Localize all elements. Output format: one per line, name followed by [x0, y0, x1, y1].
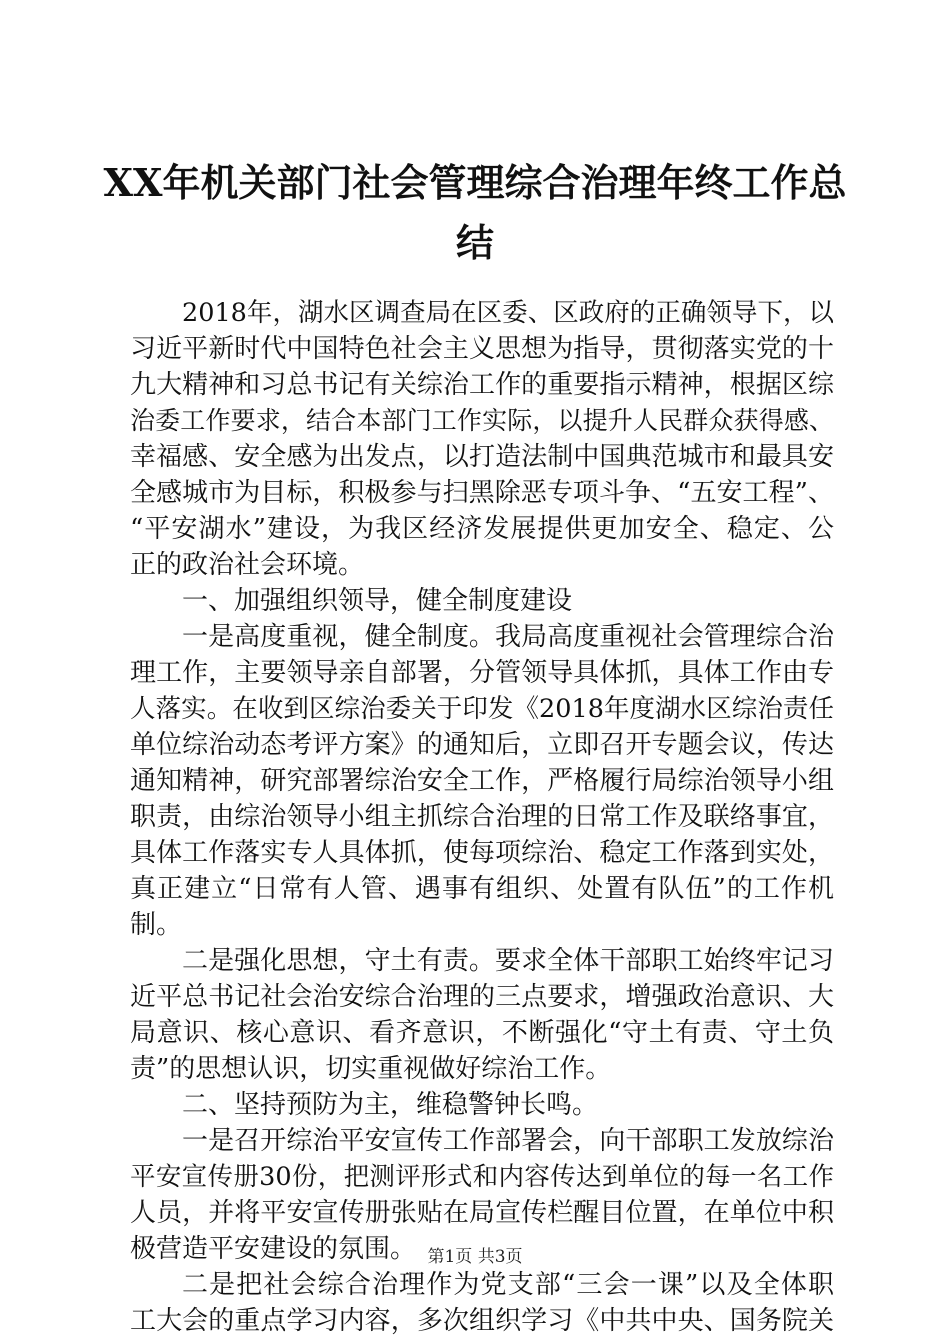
text-line: 一是召开综治平安宣传工作部署会，向干部职工发放综治 [182, 1126, 834, 1156]
text-line: 正的政治社会环境。 [130, 550, 365, 580]
text-line: 幸福感、安全感为出发点，以打造法制中国典范城市和最具安 [130, 442, 834, 472]
text-line: 二是强化思想，守土有责。要求全体干部职工始终牢记习 [182, 946, 834, 976]
text-line: 具体工作落实专人具体抓，使每项综治、稳定工作落到实处， [130, 838, 834, 868]
text-line: 局意识、核心意识、看齐意识，不断强化“守土有责、守土负 [130, 1018, 834, 1048]
text-line: 一是高度重视，健全制度。我局高度重视社会管理综合治 [182, 622, 834, 652]
text-line: 全感城市为目标，积极参与扫黑除恶专项斗争、“五安工程”、 [130, 478, 834, 508]
text-line: 人员，并将平安宣传册张贴在局宣传栏醒目位置，在单位中积 [130, 1198, 834, 1228]
document-title-line-1: XX年机关部门社会管理综合治理年终工作总 [103, 160, 847, 205]
text-line: 极营造平安建设的氛围。 [130, 1234, 417, 1264]
text-line: 职责，由综治领导小组主抓综合治理的日常工作及联络事宜， [130, 802, 834, 832]
text-line: 近平总书记社会治安综合治理的三点要求，增强政治意识、大 [130, 982, 834, 1012]
text-line: 平安宣传册30份，把测评形式和内容传达到单位的每一名工作 [130, 1162, 834, 1192]
text-line: 责”的思想认识，切实重视做好综治工作。 [130, 1054, 612, 1084]
text-line: 九大精神和习总书记有关综治工作的重要指示精神，根据区综 [130, 370, 834, 400]
text-line: 人落实。在收到区综治委关于印发《2018年度湖水区综治责任 [130, 694, 834, 724]
text-line: 二、坚持预防为主，维稳警钟长鸣。 [182, 1090, 599, 1120]
text-line: 工大会的重点学习内容，多次组织学习《中共中央、国务院关 [130, 1306, 834, 1336]
text-line: 治委工作要求，结合本部门工作实际，以提升人民群众获得感、 [130, 406, 834, 435]
text-line: 2018年，湖水区调查局在区委、区政府的正确领导下，以 [182, 298, 834, 328]
text-line: 单位综治动态考评方案》的通知后，立即召开专题会议，传达 [130, 730, 834, 760]
text-line: 一、加强组织领导，健全制度建设 [182, 586, 573, 616]
text-line: “平安湖水”建设，为我区经济发展提供更加安全、稳定、公 [130, 514, 834, 544]
text-line: 通知精神，研究部署综治安全工作，严格履行局综治领导小组 [130, 766, 834, 796]
document-body [130, 295, 834, 1339]
document-title-line-2: 结 [455, 220, 494, 265]
text-line: 理工作，主要领导亲自部署，分管领导具体抓，具体工作由专 [130, 658, 834, 688]
text-line: 二是把社会综合治理作为党支部“三会一课”以及全体职 [182, 1270, 834, 1300]
page-footer: 第1页 共3页 [427, 1247, 523, 1267]
text-line: 真正建立“日常有人管、遇事有组织、处置有队伍”的工作机 [130, 874, 834, 904]
text-line: 制。 [130, 910, 183, 940]
text-line: 习近平新时代中国特色社会主义思想为指导，贯彻落实党的十 [130, 334, 834, 364]
